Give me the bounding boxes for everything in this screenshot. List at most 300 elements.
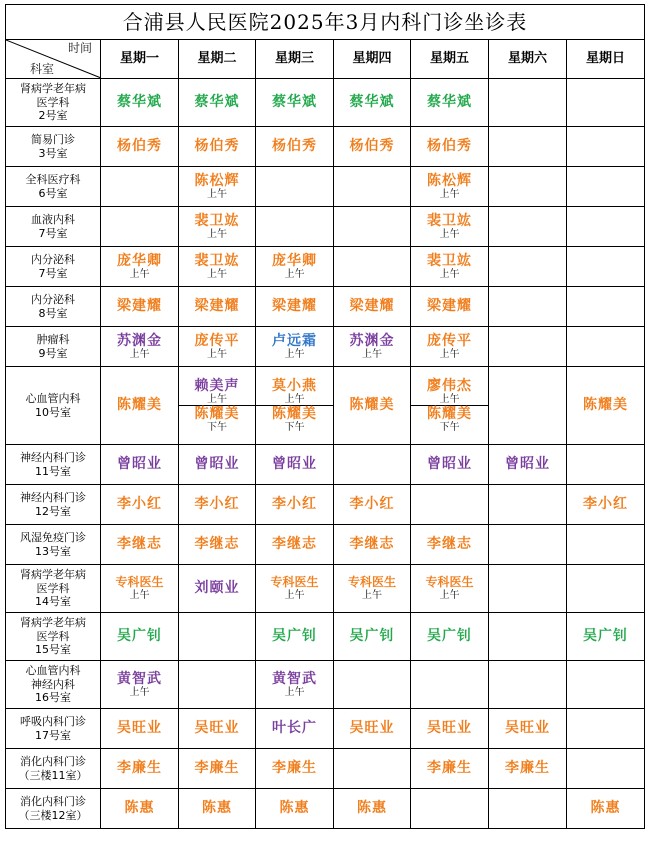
schedule-cell xyxy=(256,287,334,327)
schedule-cell xyxy=(179,445,256,485)
schedule-cell xyxy=(334,79,411,127)
doctor-name: 李继志 xyxy=(349,536,395,553)
room-label-line: 10号室 xyxy=(35,405,71,419)
day-header: 星期一 xyxy=(101,40,179,79)
room-row xyxy=(6,445,645,485)
session-note: 上午 xyxy=(207,349,227,361)
schedule-cell xyxy=(334,789,411,829)
schedule-cell xyxy=(411,565,489,613)
room-label-line: 神经内科 xyxy=(31,677,75,691)
schedule-cell xyxy=(334,127,411,167)
doctor-name: 叶长广 xyxy=(272,720,317,737)
schedule-cell xyxy=(567,287,645,327)
schedule-cell xyxy=(334,367,411,445)
doctor-name: 裴卫竑 xyxy=(427,212,472,229)
session-note: 上午 xyxy=(439,229,460,241)
room-row xyxy=(6,247,645,287)
session-note: 上午 xyxy=(207,269,227,281)
doctor-name: 陈耀美 xyxy=(349,397,395,414)
room-label-line: 医学科 xyxy=(36,581,70,595)
schedule-cell xyxy=(334,661,411,709)
schedule-cell xyxy=(567,525,645,565)
room-label-line: 风湿免疫门诊 xyxy=(20,531,86,545)
session-note: 上午 xyxy=(284,687,305,699)
room-label-line: 11号室 xyxy=(35,464,71,478)
session-note: 上午 xyxy=(362,349,382,361)
schedule-cell xyxy=(179,749,256,789)
doctor-name: 陈松辉 xyxy=(194,172,240,189)
doctor-name: 裴卫竑 xyxy=(427,252,472,269)
schedule-cell xyxy=(101,749,179,789)
room-row xyxy=(6,207,645,247)
room-label-line: 14号室 xyxy=(35,595,71,609)
doctor-name: 陈惠 xyxy=(124,800,155,817)
schedule-table xyxy=(5,4,645,829)
doctor-name: 李廉生 xyxy=(117,760,162,777)
schedule-cell xyxy=(256,789,334,829)
doctor-name: 陈耀美 xyxy=(194,406,240,422)
schedule-cell xyxy=(179,287,256,327)
room-label-line: 7号室 xyxy=(38,266,68,280)
doctor-name: 庞传平 xyxy=(427,332,472,349)
schedule-cell xyxy=(256,327,334,367)
day-header: 星期五 xyxy=(411,40,489,79)
room-row xyxy=(6,287,645,327)
half-slot xyxy=(411,378,488,405)
doctor-name: 陈耀美 xyxy=(427,406,472,422)
session-note: 上午 xyxy=(207,394,227,405)
room-label-line: 16号室 xyxy=(35,691,71,705)
schedule-cell xyxy=(256,613,334,661)
room-cell xyxy=(6,565,101,613)
session-note: 上午 xyxy=(439,189,460,201)
schedule-cell xyxy=(256,79,334,127)
schedule-cell xyxy=(411,327,489,367)
schedule-cell xyxy=(256,127,334,167)
room-label-line: 13号室 xyxy=(35,544,71,558)
schedule-cell xyxy=(489,167,567,207)
schedule-cell xyxy=(334,749,411,789)
schedule-cell xyxy=(179,247,256,287)
schedule-cell xyxy=(489,749,567,789)
doctor-name: 陈耀美 xyxy=(117,397,162,414)
room-cell xyxy=(6,661,101,709)
schedule-cell xyxy=(567,613,645,661)
room-label-line: 心血管内科 xyxy=(25,664,81,678)
room-label-line: 3号室 xyxy=(38,146,68,160)
schedule-cell xyxy=(256,167,334,207)
room-label-line: 内分泌科 xyxy=(31,253,75,267)
schedule-cell xyxy=(334,525,411,565)
room-row xyxy=(6,789,645,829)
day-header: 星期四 xyxy=(334,40,411,79)
doctor-name: 杨伯秀 xyxy=(272,138,317,155)
schedule-cell xyxy=(334,207,411,247)
half-slot xyxy=(179,378,255,405)
schedule-cell xyxy=(489,525,567,565)
session-note: 上午 xyxy=(129,349,150,361)
doctor-name: 陈耀美 xyxy=(583,397,628,414)
schedule-cell xyxy=(334,565,411,613)
title-row xyxy=(6,5,645,40)
doctor-name: 陈惠 xyxy=(202,800,232,817)
room-cell xyxy=(6,127,101,167)
schedule-cell xyxy=(101,445,179,485)
schedule-cell xyxy=(179,525,256,565)
schedule-cell xyxy=(567,327,645,367)
schedule-cell xyxy=(567,709,645,749)
doctor-name: 吴旺业 xyxy=(427,720,472,737)
session-note: 下午 xyxy=(439,422,460,434)
schedule-cell xyxy=(567,207,645,247)
doctor-name: 吴旺业 xyxy=(505,720,550,737)
schedule-cell xyxy=(256,207,334,247)
schedule-cell xyxy=(334,709,411,749)
doctor-name: 赖美声 xyxy=(194,377,240,394)
room-row xyxy=(6,565,645,613)
session-note: 上午 xyxy=(207,189,227,201)
schedule-cell xyxy=(179,613,256,661)
session-note: 上午 xyxy=(284,349,305,361)
doctor-name: 廖伟杰 xyxy=(427,377,472,394)
schedule-cell xyxy=(179,789,256,829)
room-label-line: （三楼12室） xyxy=(18,808,88,822)
doctor-name: 李小红 xyxy=(349,496,395,513)
schedule-cell xyxy=(256,749,334,789)
doctor-name: 梁建耀 xyxy=(272,298,317,315)
room-row xyxy=(6,661,645,709)
room-label-line: 医学科 xyxy=(36,629,70,643)
doctor-name: 梁建耀 xyxy=(194,298,240,315)
doctor-name: 梁建耀 xyxy=(349,298,395,315)
day-header: 星期二 xyxy=(179,40,256,79)
room-cell xyxy=(6,287,101,327)
doctor-name: 吴广钊 xyxy=(427,628,472,645)
schedule-cell xyxy=(567,127,645,167)
doctor-name: 陈松辉 xyxy=(427,172,472,189)
session-note: 上午 xyxy=(129,687,150,699)
room-label-line: 血液内科 xyxy=(31,213,75,227)
doctor-name: 杨伯秀 xyxy=(194,138,240,155)
doctor-name: 吴旺业 xyxy=(194,720,240,737)
schedule-cell xyxy=(411,207,489,247)
room-cell xyxy=(6,367,101,445)
session-note: 上午 xyxy=(129,589,150,601)
schedule-cell xyxy=(411,367,489,445)
doctor-name: 庞华卿 xyxy=(117,252,162,269)
room-row xyxy=(6,709,645,749)
doctor-name: 李廉生 xyxy=(194,760,240,777)
schedule-cell xyxy=(179,127,256,167)
schedule-cell xyxy=(101,613,179,661)
schedule-cell xyxy=(256,247,334,287)
doctor-name: 曾昭业 xyxy=(272,456,317,473)
schedule-cell xyxy=(411,525,489,565)
schedule-cell xyxy=(101,167,179,207)
room-cell xyxy=(6,167,101,207)
schedule-cell xyxy=(334,327,411,367)
room-row xyxy=(6,327,645,367)
schedule-cell xyxy=(101,789,179,829)
doctor-name: 杨伯秀 xyxy=(349,138,395,155)
doctor-name: 庞传平 xyxy=(194,332,240,349)
room-label-line: 肾病学老年病 xyxy=(20,616,86,630)
schedule-cell xyxy=(411,709,489,749)
doctor-name: 李廉生 xyxy=(505,760,550,777)
corner-time-label: 时间 xyxy=(67,41,92,55)
schedule-cell xyxy=(334,445,411,485)
schedule-cell xyxy=(179,709,256,749)
schedule-cell xyxy=(567,485,645,525)
room-label-line: 7号室 xyxy=(38,226,68,240)
schedule-cell xyxy=(567,79,645,127)
schedule-cell xyxy=(256,565,334,613)
doctor-name: 梁建耀 xyxy=(117,298,162,315)
room-cell xyxy=(6,485,101,525)
schedule-cell xyxy=(411,613,489,661)
doctor-name: 黄智武 xyxy=(117,670,162,687)
schedule-cell xyxy=(101,327,179,367)
room-label-line: 6号室 xyxy=(38,186,68,200)
schedule-cell xyxy=(411,661,489,709)
doctor-name: 曾昭业 xyxy=(117,456,162,473)
schedule-cell xyxy=(334,485,411,525)
schedule-cell xyxy=(489,613,567,661)
doctor-name: 陈惠 xyxy=(279,800,310,817)
schedule-cell xyxy=(489,661,567,709)
room-label-line: 神经内科门诊 xyxy=(20,451,86,465)
room-label-line: 心血管内科 xyxy=(25,392,81,406)
schedule-cell xyxy=(567,445,645,485)
doctor-name: 吴广钊 xyxy=(117,628,162,645)
schedule-cell xyxy=(489,367,567,445)
doctor-name: 李小红 xyxy=(272,496,317,513)
room-label-line: 神经内科门诊 xyxy=(20,491,86,505)
schedule-cell xyxy=(101,207,179,247)
room-row xyxy=(6,79,645,127)
room-label-line: 12号室 xyxy=(35,504,71,518)
schedule-cell xyxy=(411,287,489,327)
room-label-line: 消化内科门诊 xyxy=(20,755,86,769)
half-slot xyxy=(179,405,255,433)
doctor-name: 李小红 xyxy=(117,496,162,513)
corner-dept-label: 科室 xyxy=(30,62,55,77)
doctor-name: 李廉生 xyxy=(272,760,317,777)
schedule-cell xyxy=(256,367,334,445)
schedule-cell xyxy=(101,287,179,327)
doctor-name: 杨伯秀 xyxy=(427,138,472,155)
doctor-name: 李小红 xyxy=(194,496,240,513)
doctor-name: 梁建耀 xyxy=(427,298,472,315)
schedule-cell xyxy=(101,661,179,709)
room-cell xyxy=(6,709,101,749)
session-note: 上午 xyxy=(439,394,460,405)
room-row xyxy=(6,127,645,167)
split-cell xyxy=(256,378,333,433)
schedule-cell xyxy=(256,661,334,709)
schedule-cell xyxy=(179,485,256,525)
schedule-cell xyxy=(567,661,645,709)
schedule-cell xyxy=(101,709,179,749)
room-label-line: 肿瘤科 xyxy=(36,333,70,347)
doctor-name: 杨伯秀 xyxy=(117,138,162,155)
doctor-name: 刘颐业 xyxy=(194,580,240,597)
room-label-line: 8号室 xyxy=(38,306,68,320)
schedule-cell xyxy=(489,247,567,287)
schedule-cell xyxy=(411,445,489,485)
doctor-name: 苏渊金 xyxy=(349,332,395,349)
room-label-line: 肾病学老年病 xyxy=(20,568,86,582)
schedule-cell xyxy=(489,207,567,247)
schedule-cell xyxy=(489,287,567,327)
doctor-name: 裴卫竑 xyxy=(194,212,240,229)
doctor-name: 蔡华斌 xyxy=(349,94,395,111)
doctor-name: 蔡华斌 xyxy=(427,94,472,111)
doctor-name: 曾昭业 xyxy=(427,456,472,473)
doctor-name: 蔡华斌 xyxy=(272,94,317,111)
schedule-cell xyxy=(179,661,256,709)
half-slot xyxy=(411,405,488,433)
session-note: 上午 xyxy=(129,269,150,281)
doctor-name: 李小红 xyxy=(583,496,628,513)
page-title: 合浦县人民医院2025年3月内科门诊坐诊表 xyxy=(6,5,645,40)
split-cell xyxy=(179,378,255,433)
schedule-cell xyxy=(256,445,334,485)
schedule-cell xyxy=(489,485,567,525)
schedule-cell xyxy=(489,709,567,749)
room-label-line: 全科医疗科 xyxy=(25,173,81,187)
session-note: 上午 xyxy=(439,269,460,281)
schedule-cell xyxy=(489,79,567,127)
schedule-cell xyxy=(567,367,645,445)
doctor-name: 李继志 xyxy=(117,536,162,553)
session-note: 下午 xyxy=(207,422,227,434)
room-cell xyxy=(6,749,101,789)
session-note: 上午 xyxy=(439,589,460,601)
day-header: 星期日 xyxy=(567,40,645,79)
schedule-cell xyxy=(489,565,567,613)
day-header: 星期三 xyxy=(256,40,334,79)
schedule-cell xyxy=(567,247,645,287)
doctor-name: 莫小燕 xyxy=(272,377,317,394)
room-row xyxy=(6,485,645,525)
schedule-cell xyxy=(256,525,334,565)
doctor-name: 裴卫竑 xyxy=(194,252,240,269)
schedule-cell xyxy=(101,565,179,613)
room-label-line: 肾病学老年病 xyxy=(20,82,86,96)
doctor-name: 陈惠 xyxy=(590,800,621,817)
room-label-line: 2号室 xyxy=(38,109,68,123)
day-header: 星期六 xyxy=(489,40,567,79)
doctor-name: 庞华卿 xyxy=(272,252,317,269)
room-cell xyxy=(6,327,101,367)
schedule-cell xyxy=(567,167,645,207)
session-note: 上午 xyxy=(284,269,305,281)
room-row xyxy=(6,525,645,565)
schedule-cell xyxy=(101,247,179,287)
schedule-cell xyxy=(567,749,645,789)
schedule-cell xyxy=(179,565,256,613)
half-slot xyxy=(256,378,333,405)
doctor-name: 李廉生 xyxy=(427,760,472,777)
schedule-cell xyxy=(411,247,489,287)
doctor-name: 曾昭业 xyxy=(194,456,240,473)
schedule-cell xyxy=(567,789,645,829)
split-cell xyxy=(411,378,488,433)
doctor-name: 吴广钊 xyxy=(272,628,317,645)
session-note: 上午 xyxy=(284,394,305,405)
schedule-cell xyxy=(179,167,256,207)
room-cell xyxy=(6,79,101,127)
room-label-line: （三楼11室） xyxy=(18,768,88,782)
schedule-cell xyxy=(334,613,411,661)
schedule-cell xyxy=(101,127,179,167)
room-row xyxy=(6,367,645,445)
room-label-line: 医学科 xyxy=(36,95,70,109)
doctor-name: 陈惠 xyxy=(357,800,387,817)
session-note: 上午 xyxy=(207,229,227,241)
room-cell xyxy=(6,207,101,247)
room-cell xyxy=(6,247,101,287)
doctor-name: 吴广钊 xyxy=(583,628,628,645)
doctor-name: 李继志 xyxy=(427,536,472,553)
doctor-name: 李继志 xyxy=(272,536,317,553)
doctor-name: 陈耀美 xyxy=(272,406,317,422)
corner-cell xyxy=(6,40,101,79)
schedule-cell xyxy=(179,367,256,445)
schedule-cell xyxy=(489,327,567,367)
doctor-name: 专科医生 xyxy=(270,575,319,590)
schedule-cell xyxy=(567,565,645,613)
session-note: 上午 xyxy=(439,349,460,361)
doctor-name: 吴广钊 xyxy=(349,628,395,645)
doctor-name: 吴旺业 xyxy=(349,720,395,737)
room-label-line: 9号室 xyxy=(38,346,68,360)
room-cell xyxy=(6,525,101,565)
doctor-name: 专科医生 xyxy=(425,575,474,590)
schedule-cell xyxy=(101,79,179,127)
schedule-cell xyxy=(101,367,179,445)
doctor-name: 专科医生 xyxy=(347,575,396,590)
doctor-name: 李继志 xyxy=(194,536,240,553)
room-cell xyxy=(6,613,101,661)
half-slot xyxy=(256,405,333,433)
doctor-name: 曾昭业 xyxy=(505,456,550,473)
schedule-cell xyxy=(256,485,334,525)
room-label-line: 15号室 xyxy=(35,643,71,657)
room-label-line: 简易门诊 xyxy=(31,133,75,147)
schedule-cell xyxy=(179,327,256,367)
schedule-cell xyxy=(334,167,411,207)
room-row xyxy=(6,749,645,789)
room-label-line: 内分泌科 xyxy=(31,293,75,307)
schedule-cell xyxy=(101,525,179,565)
schedule-cell xyxy=(489,445,567,485)
doctor-name: 黄智武 xyxy=(272,670,317,687)
doctor-name: 卢远霜 xyxy=(272,332,317,349)
schedule-cell xyxy=(256,709,334,749)
room-cell xyxy=(6,445,101,485)
room-row xyxy=(6,167,645,207)
schedule-cell xyxy=(411,127,489,167)
schedule-cell xyxy=(179,79,256,127)
schedule-cell xyxy=(489,789,567,829)
doctor-name: 专科医生 xyxy=(115,575,164,590)
room-label-line: 17号室 xyxy=(35,728,71,742)
session-note: 下午 xyxy=(284,422,305,434)
header-row xyxy=(6,40,645,79)
schedule-cell xyxy=(101,485,179,525)
